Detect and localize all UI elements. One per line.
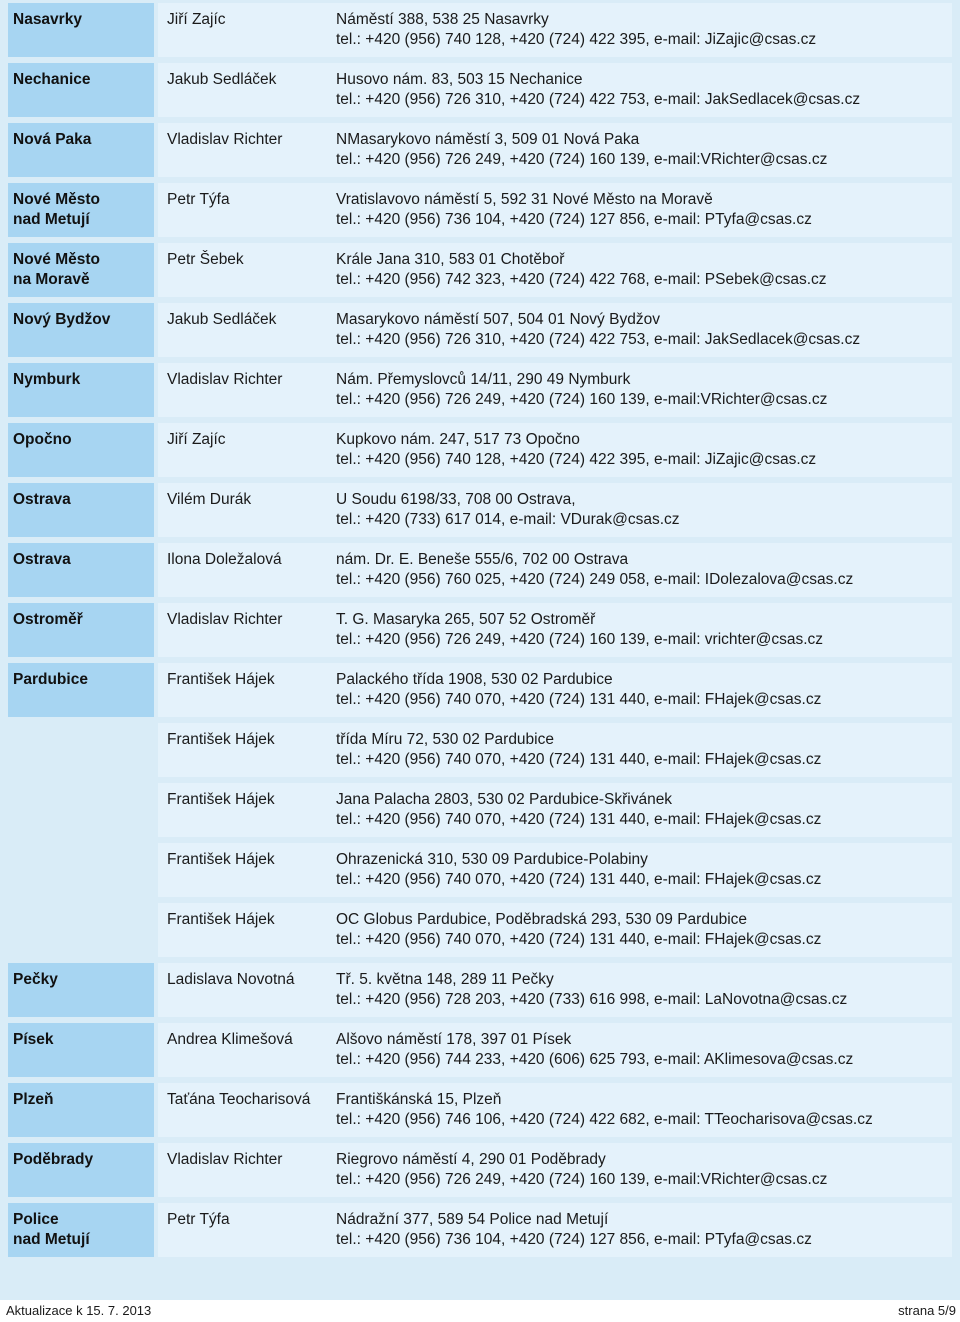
branch-details [158,543,952,597]
branch-address: Náměstí 388, 538 25 Nasavrky [336,11,549,28]
branch-city: Pardubice [8,663,154,717]
branch-city: Nové Město nad Metují [8,183,154,237]
branch-address-block [336,550,952,597]
branch-contact: tel.: +420 (956) 726 249, +420 (724) 160 139, e-mail:VRichter@csas.cz [336,151,828,168]
branch-address-block [336,1210,952,1257]
table-row [8,303,952,357]
branch-address: Kupkovo nám. 247, 517 73 Opočno [336,431,580,448]
contact-person: Petr Týfa [167,191,230,208]
branch-contact: tel.: +420 (956) 740 070, +420 (724) 131 440, e-mail: FHajek@csas.cz [336,751,822,768]
branch-details [158,843,952,897]
branch-contact: tel.: +420 (956) 726 249, +420 (724) 160 139, e-mail:VRichter@csas.cz [336,1171,828,1188]
branch-city: Nová Paka [8,123,154,177]
branch-address: Husovo nám. 83, 503 15 Nechanice [336,71,583,88]
table-row [8,423,952,477]
contact-person: Jakub Sedláček [167,71,277,88]
branch-details [158,723,952,777]
table-row [8,123,952,177]
table-row [8,183,952,237]
table-row [8,843,952,897]
contact-person: Jakub Sedláček [167,311,277,328]
branch-city [8,903,154,957]
branch-contact: tel.: +420 (956) 740 128, +420 (724) 422 395, e-mail: JiZajic@csas.cz [336,31,817,48]
contact-person: Vladislav Richter [167,1151,283,1168]
table-row [8,723,952,777]
branch-city: Nové Město na Moravě [8,243,154,297]
contact-person: Vilém Durák [167,491,252,508]
branch-contact: tel.: +420 (956) 740 070, +420 (724) 131 440, e-mail: FHajek@csas.cz [336,871,822,888]
branch-details [158,1023,952,1077]
table-row [8,543,952,597]
branch-details [158,423,952,477]
branch-contact: tel.: +420 (733) 617 014, e-mail: VDurak@csas.cz [336,511,680,528]
branch-city: Ostrava [8,543,154,597]
branch-address: Krále Jana 310, 583 01 Chotěboř [336,251,565,268]
table-row [8,663,952,717]
branch-address: NMasarykovo náměstí 3, 509 01 Nová Paka [336,131,640,148]
branch-contact: tel.: +420 (956) 736 104, +420 (724) 127 856, e-mail: PTyfa@csas.cz [336,1231,812,1248]
branch-address-block [336,310,952,357]
branch-details [158,603,952,657]
branch-address: U Soudu 6198/33, 708 00 Ostrava, [336,491,576,508]
contact-person: Petr Týfa [167,1211,230,1228]
table-row [8,63,952,117]
contact-person: Andrea Klimešová [167,1031,293,1048]
branch-city: Ostrava [8,483,154,537]
branch-city: Nasavrky [8,3,154,57]
contact-person: František Hájek [167,791,275,808]
branch-address: Ohrazenická 310, 530 09 Pardubice-Polabiny [336,851,648,868]
branch-address: Riegrovo náměstí 4, 290 01 Poděbrady [336,1151,606,1168]
table-row [8,483,952,537]
branch-details [158,303,952,357]
branch-address: Vratislavovo náměstí 5, 592 31 Nové Město na Moravě [336,191,713,208]
branch-details [158,3,952,57]
table-row [8,363,952,417]
table-row [8,903,952,957]
branch-address: třída Míru 72, 530 02 Pardubice [336,731,554,748]
branch-address-block [336,370,952,417]
table-row [8,3,952,57]
branch-details [158,63,952,117]
branch-contact: tel.: +420 (956) 746 106, +420 (724) 422 682, e-mail: TTeocharisova@csas.cz [336,1111,873,1128]
branch-contact: tel.: +420 (956) 726 249, +420 (724) 160 139, e-mail:VRichter@csas.cz [336,391,828,408]
branch-address-block [336,1030,952,1077]
branch-city: Ostroměř [8,603,154,657]
branch-address-block [336,70,952,117]
branch-city: Nechanice [8,63,154,117]
branch-address-block [336,1090,952,1137]
branch-city [8,783,154,837]
branch-city: Nymburk [8,363,154,417]
branch-address: T. G. Masaryka 265, 507 52 Ostroměř [336,611,596,628]
branch-details [158,963,952,1017]
contact-person: Vladislav Richter [167,611,283,628]
contact-person: Jiří Zajíc [167,11,226,28]
contact-person: Ladislava Novotná [167,971,295,988]
branch-address-block [336,850,952,897]
branch-details [158,783,952,837]
branch-contact: tel.: +420 (956) 742 323, +420 (724) 422 768, e-mail: PSebek@csas.cz [336,271,827,288]
branch-address-block [336,430,952,477]
branch-details [158,1083,952,1137]
branch-contact: tel.: +420 (956) 726 249, +420 (724) 160 139, e-mail: vrichter@csas.cz [336,631,824,648]
table-row [8,243,952,297]
branch-contact: tel.: +420 (956) 728 203, +420 (733) 616 998, e-mail: LaNovotna@csas.cz [336,991,848,1008]
branch-city: Plzeň [8,1083,154,1137]
branch-address: Františkánská 15, Plzeň [336,1091,502,1108]
contact-person: František Hájek [167,731,275,748]
branch-details [158,903,952,957]
branch-address-block [336,610,952,657]
branch-contact: tel.: +420 (956) 726 310, +420 (724) 422 753, e-mail: JakSedlacek@csas.cz [336,331,861,348]
branch-address-block [336,490,952,537]
table-row [8,783,952,837]
branch-address: Tř. 5. května 148, 289 11 Pečky [336,971,554,988]
branch-address-block [336,670,952,717]
table-row [8,1143,952,1197]
branch-contact: tel.: +420 (956) 744 233, +420 (606) 625 793, e-mail: AKlimesova@csas.cz [336,1051,854,1068]
contact-person: Vladislav Richter [167,371,283,388]
table-row [8,963,952,1017]
table-row [8,1023,952,1077]
branch-address: OC Globus Pardubice, Poděbradská 293, 530 09 Pardubice [336,911,748,928]
branch-city: Police nad Metují [8,1203,154,1257]
branch-contact: tel.: +420 (956) 760 025, +420 (724) 249 058, e-mail: IDolezalova@csas.cz [336,571,854,588]
branch-address-block [336,10,952,57]
branch-city: Nový Bydžov [8,303,154,357]
contact-person: Ilona Doležalová [167,551,282,568]
branch-contact: tel.: +420 (956) 740 070, +420 (724) 131 440, e-mail: FHajek@csas.cz [336,931,822,948]
contact-person: Jiří Zajíc [167,431,226,448]
branch-details [158,1143,952,1197]
branch-address: Palackého třída 1908, 530 02 Pardubice [336,671,613,688]
branch-city: Pečky [8,963,154,1017]
branch-address-block [336,790,952,837]
branch-details [158,123,952,177]
branch-contact: tel.: +420 (956) 740 070, +420 (724) 131 440, e-mail: FHajek@csas.cz [336,811,822,828]
branch-city [8,723,154,777]
contact-person: František Hájek [167,911,275,928]
contact-person: Vladislav Richter [167,131,283,148]
branch-address-block [336,130,952,177]
contact-person: František Hájek [167,671,275,688]
update-date: Aktualizace k 15. 7. 2013 [6,1303,152,1318]
table-row [8,603,952,657]
contact-person: Taťána Teocharisová [167,1091,311,1108]
page-number: strana 5/9 [898,1303,956,1318]
branch-city: Poděbrady [8,1143,154,1197]
branch-contact: tel.: +420 (956) 740 070, +420 (724) 131 440, e-mail: FHajek@csas.cz [336,691,822,708]
branch-details [158,243,952,297]
contact-person: Petr Šebek [167,251,244,268]
branch-address-block [336,190,952,237]
branch-address: Masarykovo náměstí 507, 504 01 Nový Bydžov [336,311,660,328]
branch-contact: tel.: +420 (956) 740 128, +420 (724) 422 395, e-mail: JiZajic@csas.cz [336,451,817,468]
branch-address: Nám. Přemyslovců 14/11, 290 49 Nymburk [336,371,631,388]
branch-city: Opočno [8,423,154,477]
branch-address-block [336,970,952,1017]
branch-city: Písek [8,1023,154,1077]
branch-details [158,1203,952,1257]
branch-city [8,843,154,897]
branch-details [158,183,952,237]
branch-address-block [336,730,952,777]
branch-details [158,363,952,417]
branch-contact: tel.: +420 (956) 736 104, +420 (724) 127 856, e-mail: PTyfa@csas.cz [336,211,812,228]
branch-address: Alšovo náměstí 178, 397 01 Písek [336,1031,572,1048]
branch-contact: tel.: +420 (956) 726 310, +420 (724) 422 753, e-mail: JakSedlacek@csas.cz [336,91,861,108]
branch-details [158,663,952,717]
branch-address-block [336,910,952,957]
branch-address: Jana Palacha 2803, 530 02 Pardubice-Skřivánek [336,791,673,808]
page-footer [0,1300,960,1322]
branch-contact-table [8,3,952,1263]
branch-address: Nádražní 377, 589 54 Police nad Metují [336,1211,609,1228]
table-row [8,1203,952,1257]
branch-address-block [336,1150,952,1197]
contact-person: František Hájek [167,851,275,868]
table-row [8,1083,952,1137]
branch-details [158,483,952,537]
branch-address: nám. Dr. E. Beneše 555/6, 702 00 Ostrava [336,551,629,568]
branch-address-block [336,250,952,297]
